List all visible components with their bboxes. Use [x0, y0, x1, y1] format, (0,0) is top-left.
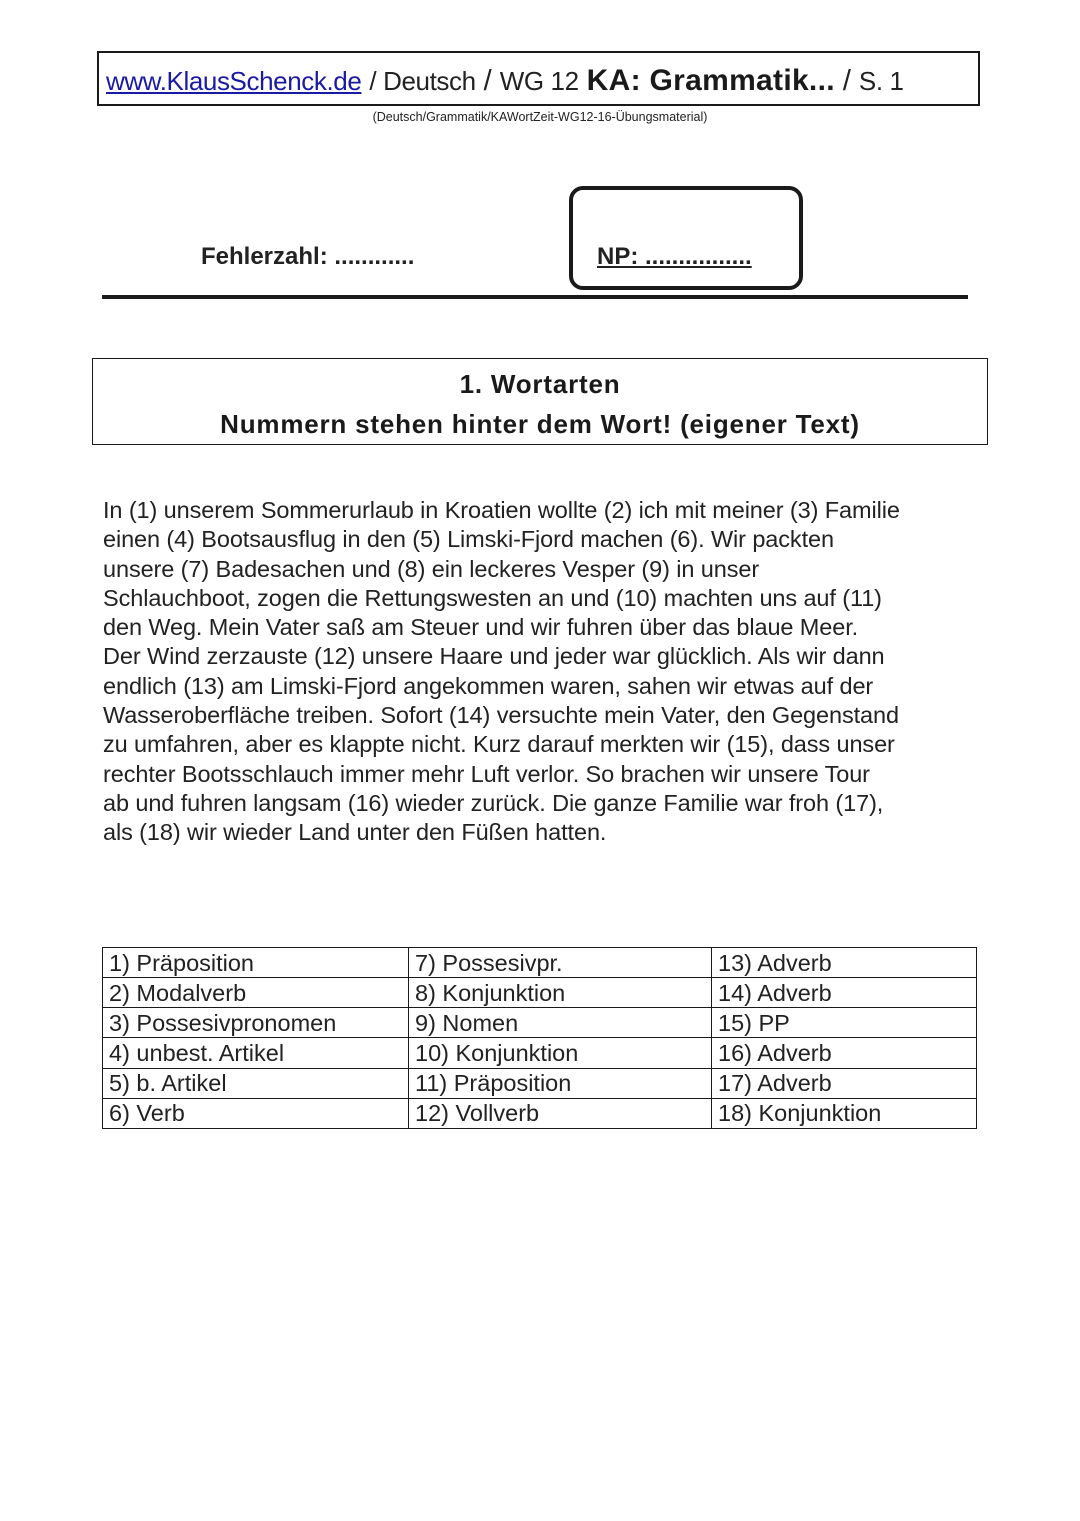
table-cell: 14) Adverb [712, 978, 977, 1008]
answer-table [102, 947, 977, 1129]
text-line: In (1) unserem Sommerurlaub in Kroatien wollte (2) ich mit meiner (3) Familie [103, 497, 900, 523]
table-row [103, 1008, 977, 1038]
section-heading-box [92, 358, 988, 445]
table-cell: 18) Konjunktion [712, 1098, 977, 1128]
np-field: NP: ................ [597, 243, 752, 270]
header-box [97, 51, 980, 106]
file-path: (Deutsch/Grammatik/KAWortZeit-WG12-16-Übungsmaterial) [372, 110, 708, 124]
table-cell: 9) Nomen [409, 1008, 712, 1038]
header-line [106, 64, 904, 98]
text-line: rechter Bootsschlauch immer mehr Luft verlor. So brachen wir unsere Tour [103, 760, 870, 787]
table-cell: 16) Adverb [712, 1038, 977, 1068]
table-cell: 1) Präposition [103, 948, 409, 978]
text-line: Schlauchboot, zogen die Rettungswesten an und (10) machten uns auf (11) [103, 584, 882, 611]
table-cell: 7) Possesivpr. [409, 948, 712, 978]
table-cell: 2) Modalverb [103, 978, 409, 1008]
subject-label: / Deutsch [369, 66, 476, 96]
table-cell: 13) Adverb [712, 948, 977, 978]
table-cell: 11) Präposition [409, 1068, 712, 1098]
table-cell: 10) Konjunktion [409, 1038, 712, 1068]
section-title: 1. Wortarten [459, 369, 621, 399]
table-cell: 12) Vollverb [409, 1098, 712, 1128]
separator-slash-2: / [842, 65, 851, 97]
table-row [103, 978, 977, 1008]
table-cell: 5) b. Artikel [103, 1068, 409, 1098]
text-line: unsere (7) Badesachen und (8) ein leckeres Vesper (9) in unser [103, 555, 760, 582]
section-subtitle: Nummern stehen hinter dem Wort! (eigener Text) [220, 409, 860, 439]
text-line: einen (4) Bootsausflug in den (5) Limski-Fjord machen (6). Wir packten [103, 526, 834, 553]
page-number: S. 1 [858, 66, 904, 96]
table-row [103, 1098, 977, 1128]
text-line: den Weg. Mein Vater saß am Steuer und wir fuhren über das blaue Meer. [103, 614, 859, 641]
separator-slash: / [483, 65, 492, 97]
text-line: Wasseroberfläche treiben. Sofort (14) versuchte mein Vater, den Gegenstand [103, 702, 899, 729]
table-row [103, 1038, 977, 1068]
error-count-field: Fehlerzahl: ............ [201, 243, 415, 270]
text-line: endlich (13) am Limski-Fjord angekommen waren, sahen wir etwas auf der [103, 672, 874, 699]
text-line: zu umfahren, aber es klappte nicht. Kurz darauf merkten wir (15), dass unser [103, 731, 895, 758]
table-cell: 6) Verb [103, 1098, 409, 1128]
np-box [569, 186, 803, 290]
text-line: ab und fuhren langsam (16) wieder zurück. Die ganze Familie war froh (17), [103, 789, 884, 816]
website-link[interactable]: www.KlausSchenck.de [106, 66, 362, 96]
table-cell: 8) Konjunktion [409, 978, 712, 1008]
grade-label: WG 12 [499, 66, 579, 96]
table-row [103, 1068, 977, 1098]
text-line: Der Wind zerzauste (12) unsere Haare und jeder war glücklich. Als wir dann [103, 643, 885, 670]
table-cell: 17) Adverb [712, 1068, 977, 1098]
table-cell: 15) PP [712, 1008, 977, 1038]
table-cell: 4) unbest. Artikel [103, 1038, 409, 1068]
divider-line [102, 295, 968, 299]
table-cell: 3) Possesivpronomen [103, 1008, 409, 1038]
table-row [103, 948, 977, 978]
exercise-text [103, 496, 1003, 848]
document-title: KA: Grammatik... [586, 64, 835, 97]
text-line: als (18) wir wieder Land unter den Füßen hatten. [103, 819, 607, 846]
